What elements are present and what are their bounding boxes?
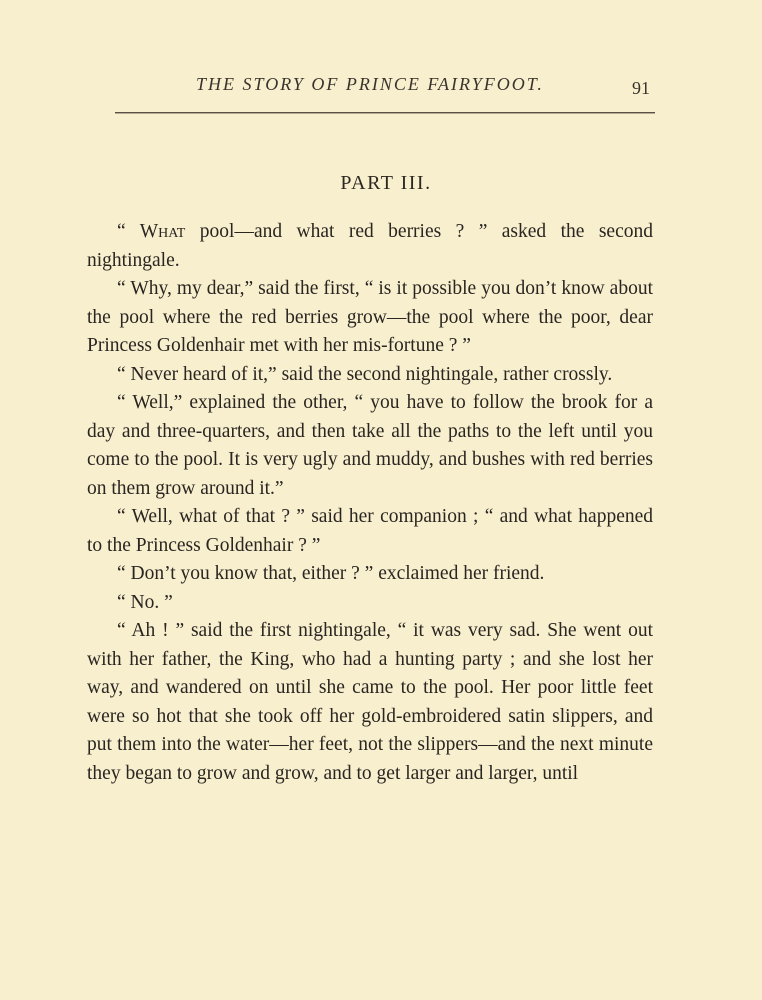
paragraph-text: “ Ah ! ” said the first nightingale, “ it was very sad. She went out with her father, the King, who had a hunting party ; and she lost her way, and wandered on until she came to the pool. Her poor little feet were so hot that she took off her gold-embroidered satin slippers, and put them into the water—her feet, not the slippers—and the next minute they began to grow and grow, and to get larger and larger, until <box>87 620 653 784</box>
paragraph-text: “ Don’t you know that, either ? ” exclaimed her friend. <box>117 563 545 584</box>
part-title: PART III. <box>340 172 432 194</box>
running-title: THE STORY OF PRINCE FAIRYFOOT. <box>196 74 544 94</box>
header-rule <box>115 112 655 114</box>
paragraph <box>87 218 653 275</box>
paragraph-text: pool—and what red berries ? ” asked the second nightingale. <box>87 221 653 271</box>
paragraph <box>87 617 653 788</box>
page-number: 91 <box>632 78 650 98</box>
paragraph <box>87 389 653 503</box>
paragraph <box>87 503 653 560</box>
paragraph-text: “ Never heard of it,” said the second nightingale, rather crossly. <box>117 363 613 385</box>
paragraph <box>87 361 653 390</box>
paragraph-text: “ No. ” <box>117 591 173 613</box>
paragraph <box>87 589 653 618</box>
paragraph-lead: “ What <box>117 221 186 242</box>
paragraph-text: “ Well,” explained the other, “ you have to follow the brook for a day and three-quarters, and then take all the paths to the left until you come to the pool. It is very ugly and muddy, and bushes with red berries on them grow around it.” <box>87 392 653 499</box>
paragraph <box>87 560 653 589</box>
paragraph <box>87 275 653 361</box>
paragraph-text: “ Well, what of that ? ” said her companion ; “ and what happened to the Princess Goldenhair ? ” <box>87 506 653 556</box>
body-text <box>87 218 653 788</box>
paragraph-text: “ Why, my dear,” said the first, “ is it possible you don’t know about the pool where the red berries grow—the pool where the poor, dear Princess Goldenhair met with her mis-fortune ? ” <box>87 278 653 356</box>
